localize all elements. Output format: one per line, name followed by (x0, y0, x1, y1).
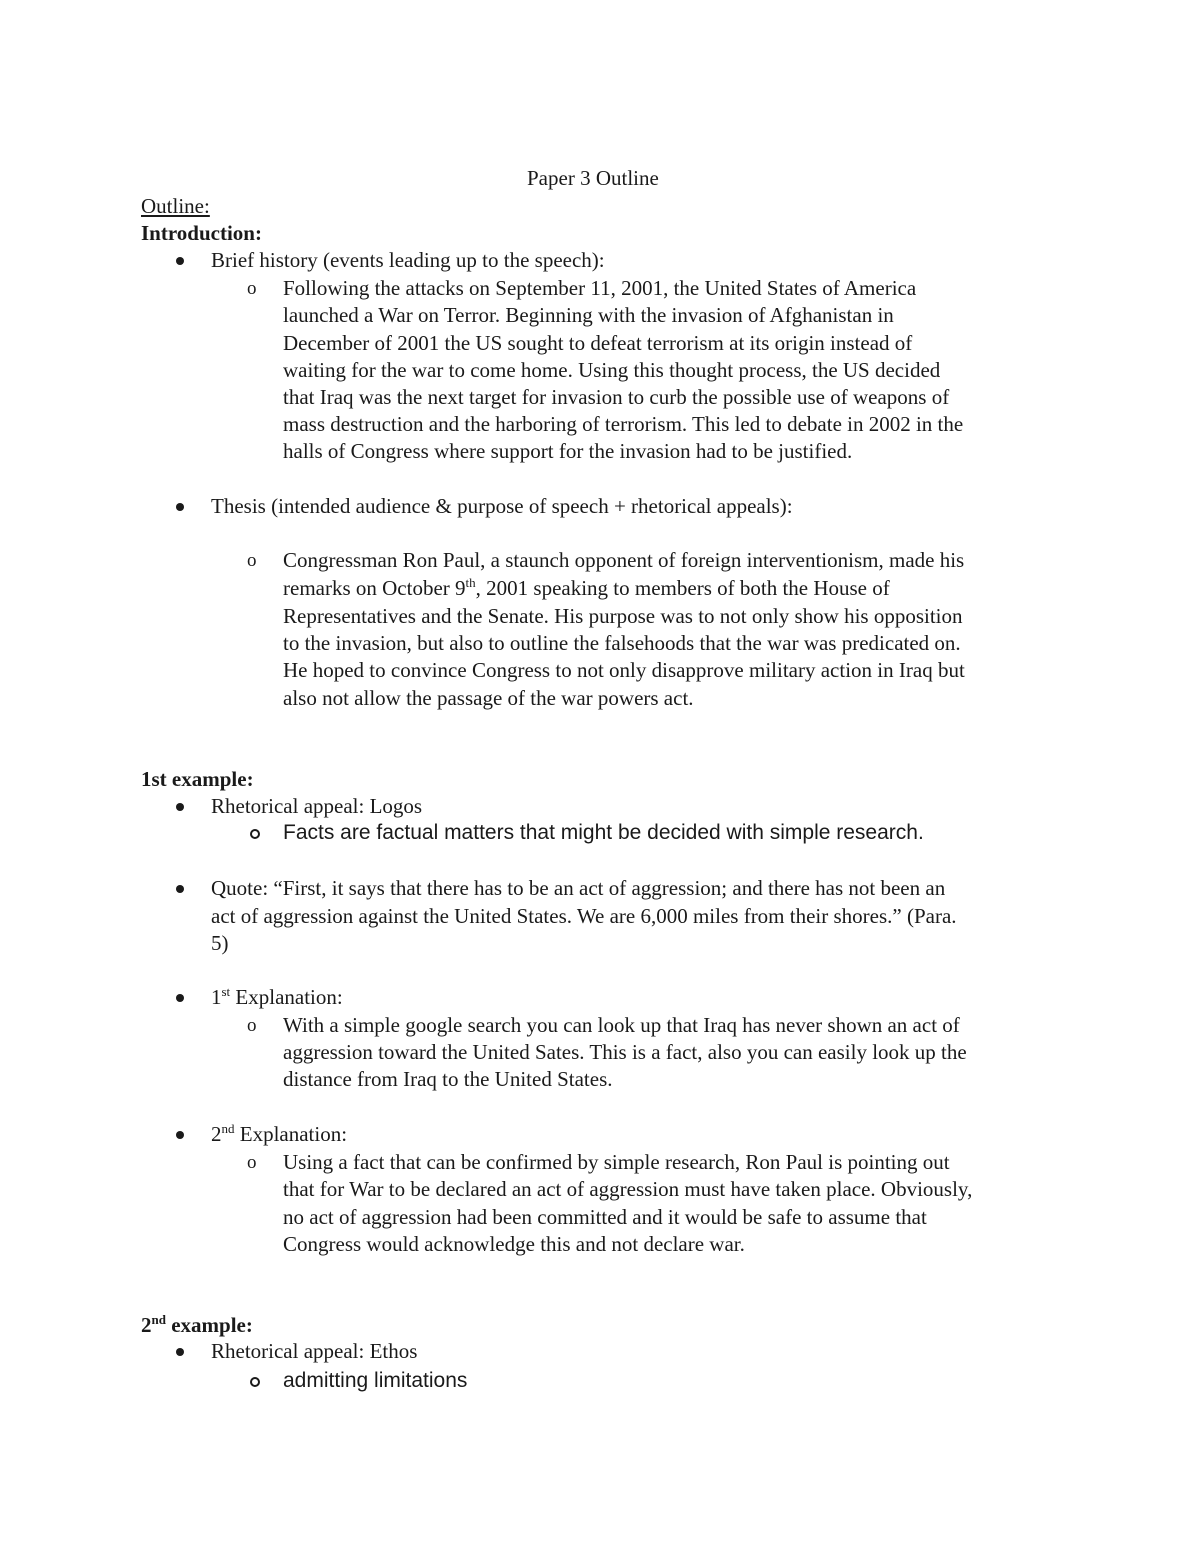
explanation1-line: With a simple google search you can look up that Iraq has never shown an act of (283, 1013, 960, 1037)
circle-bullet-icon (250, 1377, 260, 1387)
circle-bullet-icon: o (247, 1152, 257, 1173)
thesis-line: Congressman Ron Paul, a staunch opponent of foreign interventionism, made his (283, 548, 965, 572)
history-line: waiting for the war to come home. Using this thought process, the US decided (283, 358, 941, 382)
bullet-icon (176, 257, 184, 265)
bullet-icon (176, 503, 184, 511)
explanation1-line: aggression toward the United Sates. This is a fact, also you can easily look up the (283, 1040, 967, 1064)
ordinal-suffix: st (221, 984, 231, 999)
appeal-note: admitting limitations (283, 1369, 468, 1392)
history-line: halls of Congress where support for the invasion had to be justified. (283, 439, 853, 463)
thesis-line: Representatives and the Senate. His purpose was to not only show his opposition (283, 604, 963, 628)
quote-line: 5) (211, 931, 229, 955)
explanation2-label (211, 1121, 347, 1148)
history-line: that Iraq was the next target for invasion to curb the possible use of weapons of (283, 385, 950, 409)
example1-heading: 1st example: (141, 767, 254, 791)
ordinal-suffix: nd (221, 1121, 235, 1136)
circle-bullet-icon: o (247, 1015, 257, 1036)
history-line: mass destruction and the harboring of terrorism. This led to debate in 2002 in the (283, 412, 964, 436)
ordinal-number: 2 (141, 1313, 152, 1337)
explanation2-line: Using a fact that can be confirmed by simple research, Ron Paul is pointing out (283, 1150, 950, 1174)
example2-heading (141, 1312, 253, 1339)
intro-heading: Introduction: (141, 221, 262, 245)
ordinal-number: 2 (211, 1122, 222, 1146)
outline-label: Outline: (141, 194, 210, 218)
ordinal-suffix: nd (151, 1312, 166, 1327)
history-line: launched a War on Terror. Beginning with the invasion of Afghanistan in (283, 303, 894, 327)
explanation-text: Explanation: (230, 985, 343, 1009)
history-line: December of 2001 the US sought to defeat terrorism at its origin instead of (283, 331, 913, 355)
circle-bullet-icon (250, 829, 260, 839)
explanation2-line: no act of aggression had been committed and it would be safe to assume that (283, 1205, 927, 1229)
heading-text: example: (165, 1313, 253, 1337)
circle-bullet-icon: o (247, 278, 257, 299)
explanation1-label (211, 984, 343, 1011)
explanation1-line: distance from Iraq to the United States. (283, 1067, 613, 1091)
page-title: Paper 3 Outline (527, 166, 659, 190)
appeal-label: Rhetorical appeal: Logos (211, 794, 423, 818)
bullet-icon (176, 885, 184, 893)
circle-bullet-icon: o (247, 550, 257, 571)
bullet-icon (176, 994, 184, 1002)
appeal-note: Facts are factual matters that might be decided with simple research. (283, 821, 924, 844)
thesis-label: Thesis (intended audience & purpose of speech + rhetorical appeals): (211, 494, 793, 518)
quote-line: act of aggression against the United States. We are 6,000 miles from their shores.” (Para. (211, 904, 957, 928)
appeal-label: Rhetorical appeal: Ethos (211, 1339, 418, 1363)
thesis-line: to the invasion, but also to outline the falsehoods that the war was predicated on. (283, 631, 961, 655)
thesis-text: remarks on October 9 (283, 576, 466, 600)
thesis-text: , 2001 speaking to members of both the House of (475, 576, 890, 600)
bullet-icon (176, 1131, 184, 1139)
explanation-text: Explanation: (234, 1122, 348, 1146)
bullet-icon (176, 803, 184, 811)
explanation2-line: that for War to be declared an act of aggression must have taken place. Obviously, (283, 1177, 973, 1201)
ordinal-number: 1 (211, 985, 222, 1009)
thesis-line (283, 575, 890, 602)
brief-history-label: Brief history (events leading up to the speech): (211, 248, 605, 272)
thesis-line: He hoped to convince Congress to not only disapprove military action in Iraq but (283, 658, 965, 682)
history-line: Following the attacks on September 11, 2001, the United States of America (283, 276, 917, 300)
explanation2-line: Congress would acknowledge this and not declare war. (283, 1232, 745, 1256)
quote-line: Quote: “First, it says that there has to be an act of aggression; and there has not been an (211, 876, 946, 900)
thesis-line: also not allow the passage of the war powers act. (283, 686, 694, 710)
ordinal-suffix: th (465, 575, 476, 590)
bullet-icon (176, 1348, 184, 1356)
